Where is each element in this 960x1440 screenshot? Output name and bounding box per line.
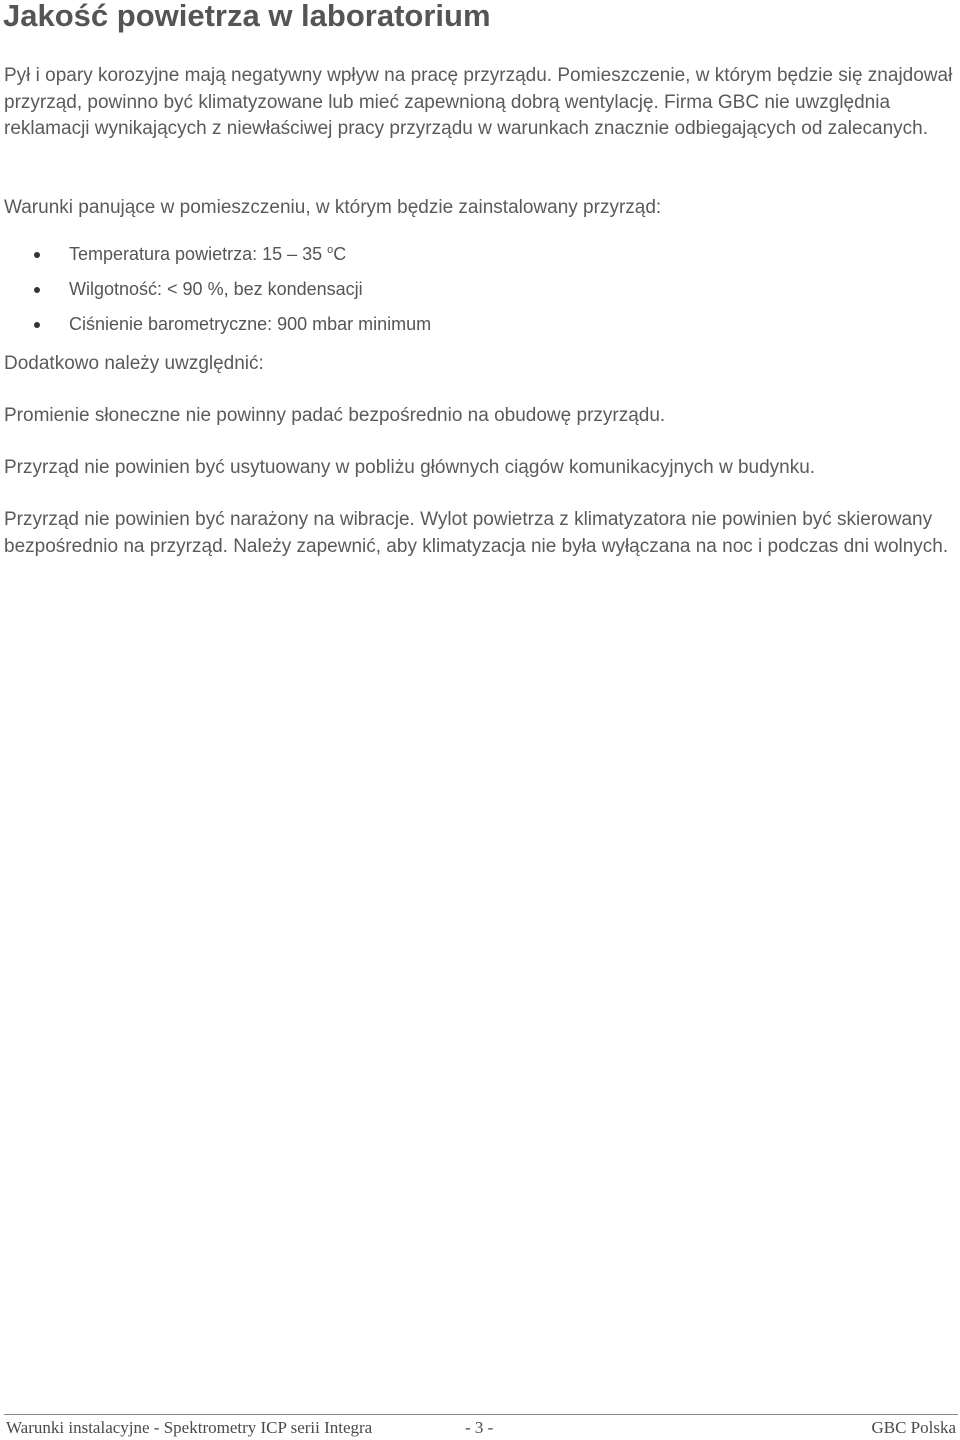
list-item-temperature [0,241,431,276]
footer-company: GBC Polska [871,1418,956,1437]
extra-heading: Dodatkowo należy uwzględnić: [4,353,264,374]
footer-page-number: - 3 - [465,1418,494,1437]
note-vibration: Przyrząd nie powinien być narażony na wibracje. Wylot powietrza z klimatyzatora nie powinien być skierowany bezpośrednio na przyrząd. Należy zapewnić, aby klimatyzacja nie była wyłączana na noc i podczas dni wolnych. [4,509,949,557]
temperature-unit: C [333,244,347,264]
footer-document-title: Warunki instalacyjne - Spektrometry ICP serii Integra [6,1418,373,1437]
bullet-icon [34,322,40,328]
conditions-list [0,241,431,346]
humidity-text: Wilgotność: < 90 %, bez kondensacji [69,279,363,299]
page-title: Jakość powietrza w laboratorium [3,0,491,33]
pressure-text: Ciśnienie barometryczne: 900 mbar minimum [69,314,432,334]
degree-superscript: o [327,244,334,256]
bullet-icon [34,287,40,293]
temperature-text: Temperatura powietrza: 15 – 35 [69,244,328,264]
conditions-heading: Warunki panujące w pomieszczeniu, w którym będzie zainstalowany przyrząd: [4,197,662,218]
footer-divider [4,1414,958,1415]
intro-paragraph: Pył i opary korozyjne mają negatywny wpływ na pracę przyrządu. Pomieszczenie, w którym będzie się znajdował przyrząd, powinno być klimatyzowane lub mieć zapewnioną dobrą wentylację. Firma GBC nie uwzględnia reklamacji wynikających z niewłaściwej pracy przyrządu w warunkach znacznie odbiegających od zalecanych. [4,65,953,139]
bullet-icon [34,252,40,258]
note-sunlight: Promienie słoneczne nie powinny padać bezpośrednio na obudowę przyrządu. [4,405,666,426]
note-traffic: Przyrząd nie powinien być usytuowany w pobliżu głównych ciągów komunikacyjnych w budynku. [4,457,816,478]
list-item-pressure [0,311,431,346]
list-item-humidity [0,276,431,311]
